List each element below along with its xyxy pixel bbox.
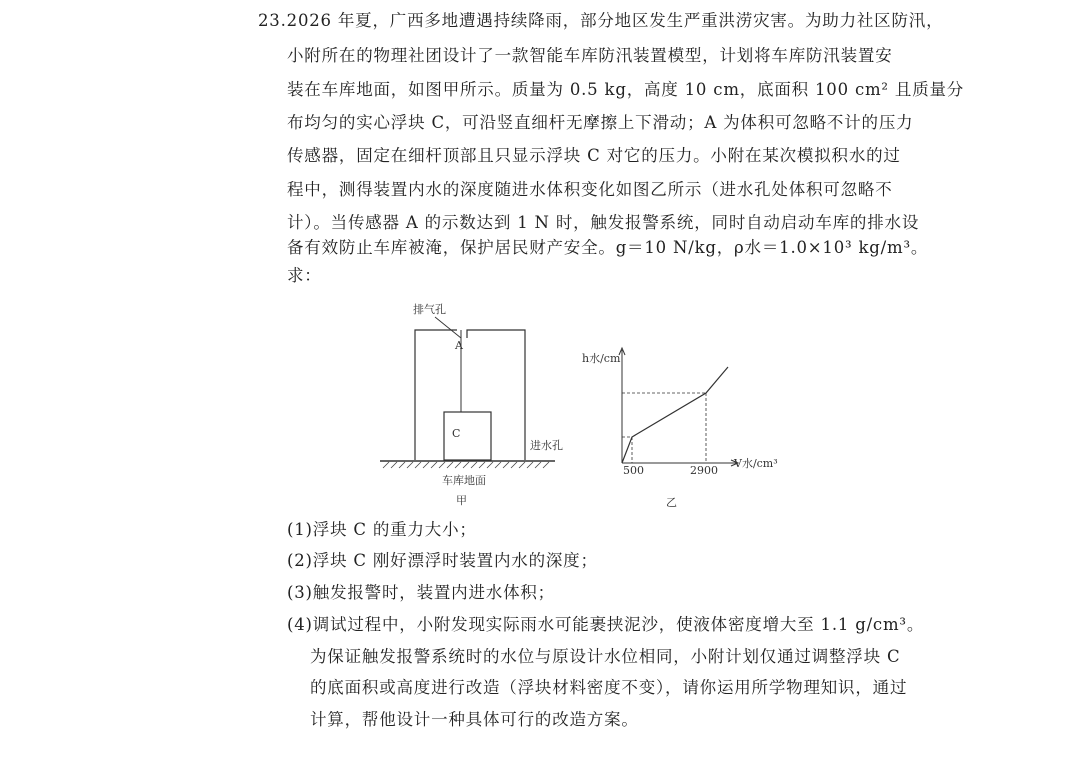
problem-line: 计）。当传感器 A 的示数达到 1 N 时，触发报警系统，同时自动启动车库的排水设 <box>287 213 920 232</box>
vent-label: 排气孔 <box>413 303 446 316</box>
question-item: 为保证触发报警系统时的水位与原设计水位相同，小附计划仅通过调整浮块 C <box>310 647 901 666</box>
question-item: (1)浮块 C 的重力大小； <box>287 520 477 539</box>
x-tick-label: 500 <box>623 464 644 477</box>
question-item: 计算，帮他设计一种具体可行的改造方案。 <box>310 710 639 729</box>
device-diagram <box>375 300 555 460</box>
question-item: (3)触发报警时，装置内进水体积； <box>287 583 555 602</box>
problem-line: 布均匀的实心浮块 C，可沿竖直细杆无摩擦上下滑动；A 为体积可忽略不计的压力 <box>287 113 914 132</box>
question-item: (4)调试过程中，小附发现实际雨水可能裹挟泥沙，使液体密度增大至 1.1 g/cm³。 <box>287 615 925 634</box>
graph-curve <box>622 367 728 463</box>
problem-line: 程中，测得装置内水的深度随进水体积变化如图乙所示（进水孔处体积可忽略不 <box>287 180 893 199</box>
problem-line: 求： <box>287 266 322 285</box>
ground-label: 车库地面 <box>442 474 486 487</box>
question-item: (2)浮块 C 刚好漂浮时装置内水的深度； <box>287 551 598 570</box>
question-item: 的底面积或高度进行改造（浮块材料密度不变），请你运用所学物理知识，通过 <box>310 678 908 697</box>
depth-volume-graph <box>610 345 780 475</box>
figure-caption: 甲 <box>456 494 467 507</box>
y-axis-label: h水/cm <box>582 352 621 365</box>
inlet-label: 进水孔 <box>530 439 563 452</box>
sensor-label: A <box>455 339 463 352</box>
problem-line: 23.2026 年夏，广西多地遭遇持续降雨，部分地区发生严重洪涝灾害。为助力社区防汛， <box>258 11 944 30</box>
problem-line: 备有效防止车库被淹，保护居民财产安全。g＝10 N/kg，ρ水＝1.0×10³ kg/m³。 <box>287 238 929 257</box>
problem-line: 传感器，固定在细杆顶部且只显示浮块 C 对它的压力。小附在某次模拟积水的过 <box>287 146 901 165</box>
problem-line: 小附所在的物理社团设计了一款智能车库防汛装置模型，计划将车库防汛装置安 <box>287 46 893 65</box>
figure-caption: 乙 <box>666 496 677 509</box>
problem-line: 装在车库地面，如图甲所示。质量为 0.5 kg，高度 10 cm，底面积 100 cm² 且质量分 <box>287 80 965 99</box>
float-label: C <box>452 427 461 440</box>
x-tick-label: 2900 <box>690 464 718 477</box>
x-axis-label: V水/cm³ <box>734 457 778 470</box>
